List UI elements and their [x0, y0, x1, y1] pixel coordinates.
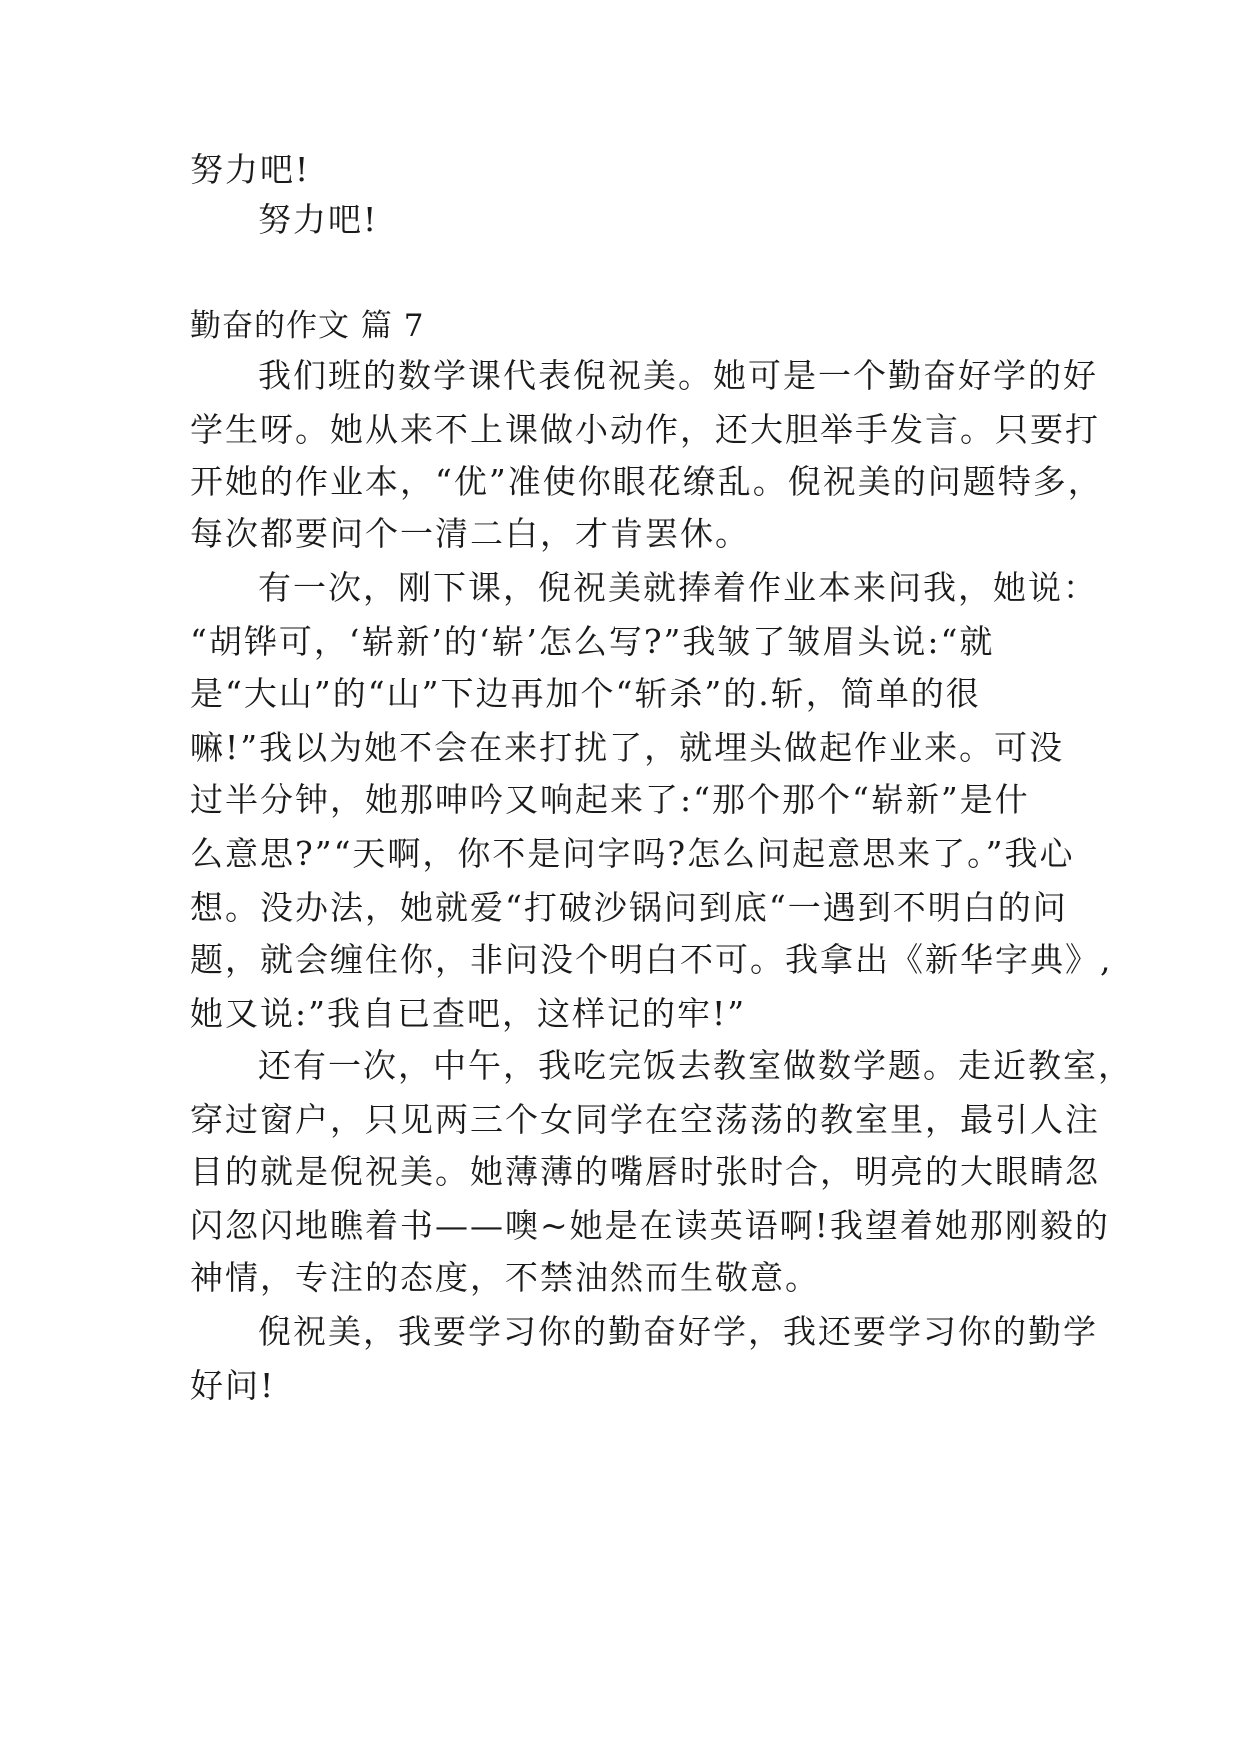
section-heading: 勤奋的作文 篇 7 [190, 308, 425, 344]
text-line: 她又说:”我自已查吧，这样记的牢!” [190, 994, 747, 1033]
text-line: 神情，专注的态度，不禁油然而生敬意。 [190, 1258, 820, 1297]
text-line: 我们班的数学课代表倪祝美。她可是一个勤奋好学的好 [258, 356, 1098, 395]
text-line: 开她的作业本，“优”准使你眼花缭乱。倪祝美的问题特多， [190, 462, 1103, 501]
text-line: “胡铧可，‘崭新’的‘崭’怎么写?”我皱了皱眉头说:“就 [190, 622, 995, 661]
text-line: 是“大山”的“山”下边再加个“斩杀”的.斩，简单的很 [190, 674, 981, 713]
text-line: 穿过窗户，只见两三个女同学在空荡荡的教室里，最引人注 [190, 1100, 1100, 1139]
text-line: 想。没办法，她就爱“打破沙锅问到底“一遇到不明白的问 [190, 888, 1068, 927]
text-line: 努力吧! [258, 200, 379, 239]
text-line: 么意思?”“天啊，你不是问字吗?怎么问起意思来了。”我心 [190, 834, 1075, 873]
text-line: 目的就是倪祝美。她薄薄的嘴唇时张时合，明亮的大眼睛忽 [190, 1152, 1100, 1191]
text-line: 有一次，刚下课，倪祝美就捧着作业本来问我，她说： [258, 568, 1098, 607]
text-line: 还有一次，中午，我吃完饭去教室做数学题。走近教室， [258, 1046, 1133, 1085]
text-line: 嘛!”我以为她不会在来打扰了，就埋头做起作业来。可没 [190, 728, 1065, 767]
text-line: 过半分钟，她那呻吟又响起来了:“那个那个“崭新”是什 [190, 780, 1030, 819]
text-line: 闪忽闪地瞧着书——噢~她是在读英语啊!我望着她那刚毅的 [190, 1206, 1110, 1245]
text-line: 好问! [190, 1366, 276, 1405]
text-line: 每次都要问个一清二白，才肯罢休。 [190, 514, 750, 553]
text-line: 倪祝美，我要学习你的勤奋好学，我还要学习你的勤学 [258, 1312, 1098, 1351]
text-line: 学生呀。她从来不上课做小动作，还大胆举手发言。只要打 [190, 410, 1100, 449]
text-line: 努力吧! [190, 150, 311, 189]
text-line: 题，就会缠住你，非问没个明白不可。我拿出《新华字典》, [190, 940, 1113, 979]
